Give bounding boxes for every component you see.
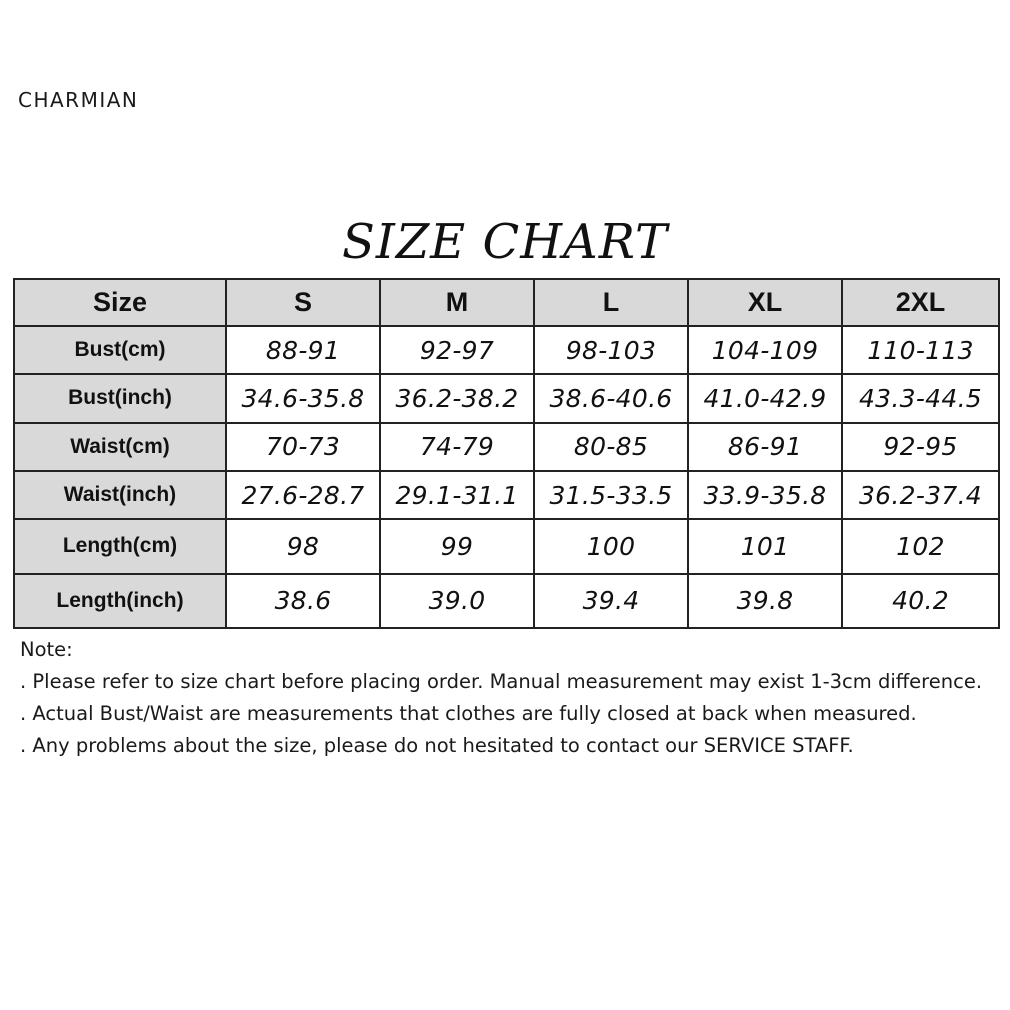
table-cell: 98-103: [534, 326, 688, 374]
table-cell: 80-85: [534, 423, 688, 471]
table-cell: 100: [534, 519, 688, 573]
row-header-length-inch: Length(inch): [14, 574, 226, 628]
table-cell: 36.2-37.4: [842, 471, 999, 519]
notes-section: [20, 634, 995, 762]
size-chart-title: SIZE CHART: [341, 214, 669, 270]
table-cell: 70-73: [226, 423, 380, 471]
table-cell: 104-109: [688, 326, 842, 374]
table-cell: 39.8: [688, 574, 842, 628]
row-header-waist-inch: Waist(inch): [14, 471, 226, 519]
table-cell: 36.2-38.2: [380, 374, 534, 422]
column-header-s: S: [226, 279, 380, 326]
note-item-1: . Please refer to size chart before placing order. Manual measurement may exist 1-3cm difference.: [20, 670, 983, 693]
table-header-row: [14, 279, 999, 326]
table-cell: 31.5-33.5: [534, 471, 688, 519]
row-header-length-cm: Length(cm): [14, 519, 226, 573]
table-cell: 38.6: [226, 574, 380, 628]
table-cell: 39.4: [534, 574, 688, 628]
table-cell: 102: [842, 519, 999, 573]
table-cell: 29.1-31.1: [380, 471, 534, 519]
table-cell: 92-97: [380, 326, 534, 374]
table-cell: 41.0-42.9: [688, 374, 842, 422]
table-cell: 88-91: [226, 326, 380, 374]
note-item-3: . Any problems about the size, please do not hesitated to contact our SERVICE STAFF.: [20, 734, 854, 757]
note-item-2: . Actual Bust/Waist are measurements that clothes are fully closed at back when measured.: [20, 702, 917, 725]
column-header-xl: XL: [688, 279, 842, 326]
size-chart-table: [13, 278, 1000, 629]
table-cell: 40.2: [842, 574, 999, 628]
column-header-l: L: [534, 279, 688, 326]
table-cell: 99: [380, 519, 534, 573]
row-header-bust-cm: Bust(cm): [14, 326, 226, 374]
table-cell: 34.6-35.8: [226, 374, 380, 422]
table-row-waist-inch: [14, 471, 999, 519]
table-cell: 110-113: [842, 326, 999, 374]
table-cell: 38.6-40.6: [534, 374, 688, 422]
table-cell: 27.6-28.7: [226, 471, 380, 519]
column-header-m: M: [380, 279, 534, 326]
table-row-bust-inch: [14, 374, 999, 422]
table-cell: 33.9-35.8: [688, 471, 842, 519]
table-cell: 43.3-44.5: [842, 374, 999, 422]
table-cell: 98: [226, 519, 380, 573]
table-cell: 86-91: [688, 423, 842, 471]
table-cell: 101: [688, 519, 842, 573]
table-row-waist-cm: [14, 423, 999, 471]
column-header-2xl: 2XL: [842, 279, 999, 326]
table-row-length-inch: [14, 574, 999, 628]
notes-heading: Note:: [20, 638, 73, 661]
table-row-length-cm: [14, 519, 999, 573]
row-header-bust-inch: Bust(inch): [14, 374, 226, 422]
table-cell: 74-79: [380, 423, 534, 471]
table-cell: 92-95: [842, 423, 999, 471]
table-row-bust-cm: [14, 326, 999, 374]
row-header-waist-cm: Waist(cm): [14, 423, 226, 471]
corner-header-size: Size: [14, 279, 226, 326]
table-cell: 39.0: [380, 574, 534, 628]
brand-logo-text: CHARMIAN: [18, 88, 139, 112]
